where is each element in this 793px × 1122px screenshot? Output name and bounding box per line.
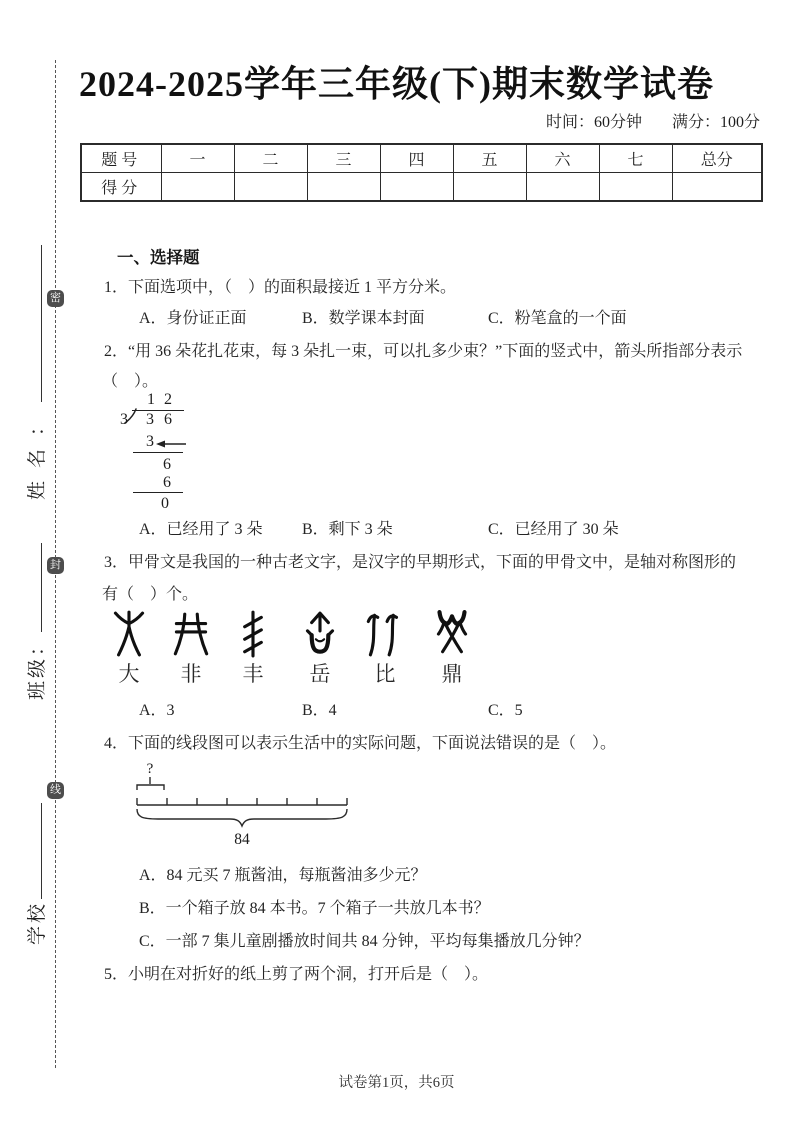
section-title: 一、选择题	[117, 248, 200, 267]
score-table	[80, 143, 763, 202]
q1-option-c: C．粉笔盒的一个面	[488, 310, 627, 327]
q4-option-c: C．一部 7 集儿童剧播放时间共 84 分钟，平均每集播放几分钟？	[139, 933, 590, 950]
glyph-label-da: 大	[118, 662, 140, 686]
glyph-label-ding: 鼎	[441, 662, 463, 686]
score-cell	[307, 173, 380, 202]
score-table-header-cell: 四	[380, 144, 453, 173]
score-cell	[526, 173, 599, 202]
full-score-label: 满分：100分	[671, 114, 760, 131]
time-limit-label: 时间：60分钟	[545, 114, 642, 131]
score-cell	[234, 173, 307, 202]
name-field-blank	[28, 245, 42, 402]
segment-line	[137, 798, 347, 805]
oracle-feng-icon	[231, 609, 275, 659]
page-title: 2024-2025学年三年级(下)期末数学试卷	[79, 64, 714, 104]
question-number-header: 题号	[81, 144, 161, 173]
seal-badge-feng: 封	[47, 557, 64, 574]
division-rule-2	[133, 492, 183, 493]
oracle-fei-icon	[169, 609, 213, 659]
score-cell	[672, 173, 762, 202]
q2-option-a: A．已经用了 3 朵	[139, 521, 263, 538]
glyph-label-feng: 丰	[242, 662, 264, 686]
division-product: 6	[163, 474, 171, 491]
score-table-header-cell: 三	[307, 144, 380, 173]
question-4-text: 4．下面的线段图可以表示生活中的实际问题，下面说法错误的是（ ）。	[104, 735, 617, 752]
q1-option-a: A．身份证正面	[139, 310, 247, 327]
name-field	[22, 245, 48, 500]
division-dividend-ones: 6	[164, 411, 172, 428]
question-3-text-line1: 3．甲骨文是我国的一种古老文字，是汉字的早期形式，下面的甲骨文中，是轴对称图形的	[104, 554, 737, 571]
oracle-ding-icon	[430, 609, 474, 659]
q3-option-a: A．3	[139, 702, 175, 719]
segment-total-brace	[137, 809, 347, 826]
exam-meta	[546, 109, 760, 132]
division-remainder: 0	[161, 495, 169, 512]
division-vinculum	[132, 410, 184, 411]
name-field-label: 姓名：	[26, 403, 48, 500]
school-field	[22, 803, 48, 945]
seal-badge-xian: 线	[47, 782, 64, 799]
page-footer: 试卷第1页，共6页	[338, 1075, 455, 1091]
score-table-header-row	[81, 144, 762, 173]
glyph-label-fei: 非	[180, 662, 202, 686]
division-quotient-ones: 2	[164, 391, 172, 408]
question-1-text: 1．下面选项中，（ ）的面积最接近 1 平方分米。	[104, 279, 457, 296]
segment-diagram	[134, 760, 352, 856]
score-table-header-cell: 五	[453, 144, 526, 173]
division-dividend-tens: 3	[146, 411, 154, 428]
score-table-header-cell: 总分	[672, 144, 762, 173]
class-field	[22, 543, 48, 700]
score-table-header-cell: 六	[526, 144, 599, 173]
score-cell	[599, 173, 672, 202]
score-cell	[453, 173, 526, 202]
q3-option-b: B．4	[302, 702, 337, 719]
division-brought-down: 6	[163, 456, 171, 473]
school-field-label: 学校	[26, 900, 48, 945]
score-table-header-cell: 一	[161, 144, 234, 173]
segment-total-label: 84	[234, 831, 250, 848]
score-row-label: 得分	[81, 173, 161, 202]
question-2-text-line2: （ ）。	[102, 373, 159, 390]
long-division-figure	[118, 390, 228, 516]
question-3-text-line2: 有（ ）个。	[102, 586, 199, 603]
score-cell	[380, 173, 453, 202]
question-5-text: 5．小明在对折好的纸上剪了两个洞，打开后是（ ）。	[104, 966, 489, 983]
question-2-text-line1: 2．“用 36 朵花扎花束，每 3 朵扎一束，可以扎多少束？”下面的竖式中，箭头所指部分表示	[104, 343, 743, 360]
q4-option-b: B．一个箱子放 84 本书。7 个箱子一共放几本书？	[139, 900, 490, 917]
school-field-blank	[28, 803, 42, 899]
q4-option-a: A．84 元买 7 瓶酱油，每瓶酱油多少元？	[139, 867, 427, 884]
q2-option-b: B．剩下 3 朵	[302, 521, 393, 538]
oracle-yue-icon	[298, 609, 342, 659]
q2-option-c: C．已经用了 30 朵	[488, 521, 619, 538]
score-table-score-row	[81, 173, 762, 202]
class-field-label: 班级：	[26, 633, 48, 700]
glyph-label-yue: 岳	[309, 662, 331, 686]
seal-badge-mi: 密	[47, 290, 64, 307]
division-quotient-tens: 1	[147, 391, 155, 408]
score-table-header-cell: 二	[234, 144, 307, 173]
class-field-blank	[28, 543, 42, 632]
score-cell	[161, 173, 234, 202]
division-rule-1	[133, 452, 183, 453]
oracle-bi-icon	[363, 609, 407, 659]
oracle-da-icon	[107, 609, 151, 659]
division-divisor: 3	[120, 411, 128, 428]
q3-option-c: C．5	[488, 702, 523, 719]
glyph-label-bi: 比	[374, 662, 396, 686]
division-subtrahend: 3	[146, 433, 154, 450]
segment-unknown-label: ?	[146, 761, 154, 777]
q1-option-b: B．数学课本封面	[302, 310, 425, 327]
score-table-header-cell: 七	[599, 144, 672, 173]
segment-unit-bracket	[137, 785, 164, 790]
left-arrow-icon	[156, 439, 187, 449]
